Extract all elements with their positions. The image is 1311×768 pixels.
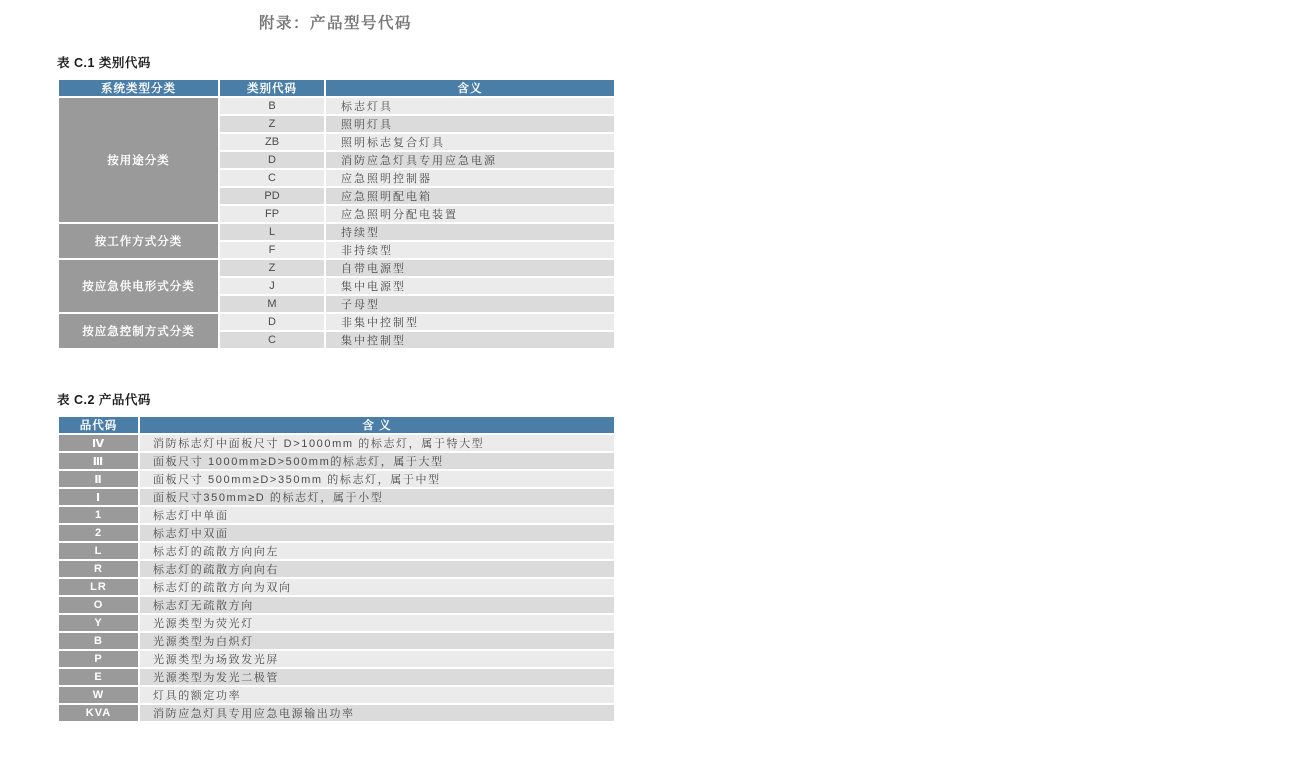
table-c2 [57, 415, 616, 723]
table-row [58, 560, 615, 578]
code-cell: O [58, 596, 139, 614]
meaning-cell: 标志灯的疏散方向向左 [139, 542, 615, 560]
meaning-cell: 消防应急灯具专用应急电源 [325, 151, 615, 169]
category-cell: 按工作方式分类 [58, 223, 219, 259]
table-c1 [57, 78, 616, 350]
code-cell: W [58, 686, 139, 704]
meaning-cell: 集中电源型 [325, 277, 615, 295]
table-row [58, 542, 615, 560]
code-cell: ZB [219, 133, 325, 151]
column-header: 系统类型分类 [58, 79, 219, 97]
meaning-cell: 光源类型为荧光灯 [139, 614, 615, 632]
table-row [58, 434, 615, 452]
code-cell: Ⅱ [58, 470, 139, 488]
table-row [58, 470, 615, 488]
column-header: 含 义 [139, 416, 615, 434]
table-row [58, 650, 615, 668]
meaning-cell: 持续型 [325, 223, 615, 241]
code-cell: LR [58, 578, 139, 596]
code-cell: 2 [58, 524, 139, 542]
code-cell: D [219, 313, 325, 331]
table-c2-caption: 表 C.2 产品代码 [57, 393, 151, 407]
table-c2-body [58, 434, 615, 722]
meaning-cell: 标志灯具 [325, 97, 615, 115]
column-header: 含义 [325, 79, 615, 97]
table-c1-body [58, 97, 615, 349]
table-row [58, 506, 615, 524]
meaning-cell: 光源类型为场致发光屏 [139, 650, 615, 668]
code-cell: PD [219, 187, 325, 205]
meaning-cell: 照明标志复合灯具 [325, 133, 615, 151]
category-cell: 按应急控制方式分类 [58, 313, 219, 349]
meaning-cell: 照明灯具 [325, 115, 615, 133]
meaning-cell: 标志灯无疏散方向 [139, 596, 615, 614]
meaning-cell: 标志灯中双面 [139, 524, 615, 542]
meaning-cell: 标志灯的疏散方向为双向 [139, 578, 615, 596]
code-cell: Ⅰ [58, 488, 139, 506]
table-row [58, 668, 615, 686]
table-c1-header [58, 79, 615, 97]
code-cell: L [219, 223, 325, 241]
table-row [58, 686, 615, 704]
meaning-cell: 标志灯的疏散方向向右 [139, 560, 615, 578]
header-row [58, 79, 615, 97]
code-cell: Ⅲ [58, 452, 139, 470]
page-title: 附录：产品型号代码 [258, 15, 412, 32]
header-row [58, 416, 615, 434]
table-row [58, 632, 615, 650]
code-cell: P [58, 650, 139, 668]
code-cell: L [58, 542, 139, 560]
meaning-cell: 子母型 [325, 295, 615, 313]
table-c1-caption: 表 C.1 类别代码 [57, 56, 151, 70]
meaning-cell: 消防应急灯具专用应急电源输出功率 [139, 704, 615, 722]
table-row [58, 452, 615, 470]
meaning-cell: 灯具的额定功率 [139, 686, 615, 704]
meaning-cell: 面板尺寸350mm≥D 的标志灯，属于小型 [139, 488, 615, 506]
meaning-cell: 面板尺寸 1000mm≥D>500mm的标志灯，属于大型 [139, 452, 615, 470]
meaning-cell: 应急照明分配电装置 [325, 205, 615, 223]
table-row [58, 313, 615, 331]
code-cell: Z [219, 259, 325, 277]
code-cell: C [219, 331, 325, 349]
table-row [58, 488, 615, 506]
code-cell: M [219, 295, 325, 313]
code-cell: B [219, 97, 325, 115]
meaning-cell: 光源类型为白炽灯 [139, 632, 615, 650]
meaning-cell: 面板尺寸 500mm≥D>350mm 的标志灯，属于中型 [139, 470, 615, 488]
code-cell: Z [219, 115, 325, 133]
code-cell: R [58, 560, 139, 578]
table-row [58, 596, 615, 614]
table-row [58, 578, 615, 596]
table-row [58, 614, 615, 632]
category-cell: 按应急供电形式分类 [58, 259, 219, 313]
code-cell: J [219, 277, 325, 295]
code-cell: C [219, 169, 325, 187]
code-cell: KVA [58, 704, 139, 722]
code-cell: Ⅳ [58, 434, 139, 452]
code-cell: 1 [58, 506, 139, 524]
meaning-cell: 非持续型 [325, 241, 615, 259]
code-cell: Y [58, 614, 139, 632]
document-content [57, 0, 614, 723]
meaning-cell: 应急照明控制器 [325, 169, 615, 187]
code-cell: B [58, 632, 139, 650]
column-header: 品代码 [58, 416, 139, 434]
code-cell: FP [219, 205, 325, 223]
table-row [58, 223, 615, 241]
code-cell: D [219, 151, 325, 169]
table-c2-header [58, 416, 615, 434]
table-row [58, 524, 615, 542]
meaning-cell: 应急照明配电箱 [325, 187, 615, 205]
code-cell: E [58, 668, 139, 686]
meaning-cell: 自带电源型 [325, 259, 615, 277]
meaning-cell: 标志灯中单面 [139, 506, 615, 524]
table-row [58, 704, 615, 722]
meaning-cell: 集中控制型 [325, 331, 615, 349]
category-cell: 按用途分类 [58, 97, 219, 223]
meaning-cell: 光源类型为发光二极管 [139, 668, 615, 686]
meaning-cell: 非集中控制型 [325, 313, 615, 331]
meaning-cell: 消防标志灯中面板尺寸 D>1000mm 的标志灯，属于特大型 [139, 434, 615, 452]
code-cell: F [219, 241, 325, 259]
column-header: 类别代码 [219, 79, 325, 97]
table-row [58, 97, 615, 115]
table-row [58, 259, 615, 277]
